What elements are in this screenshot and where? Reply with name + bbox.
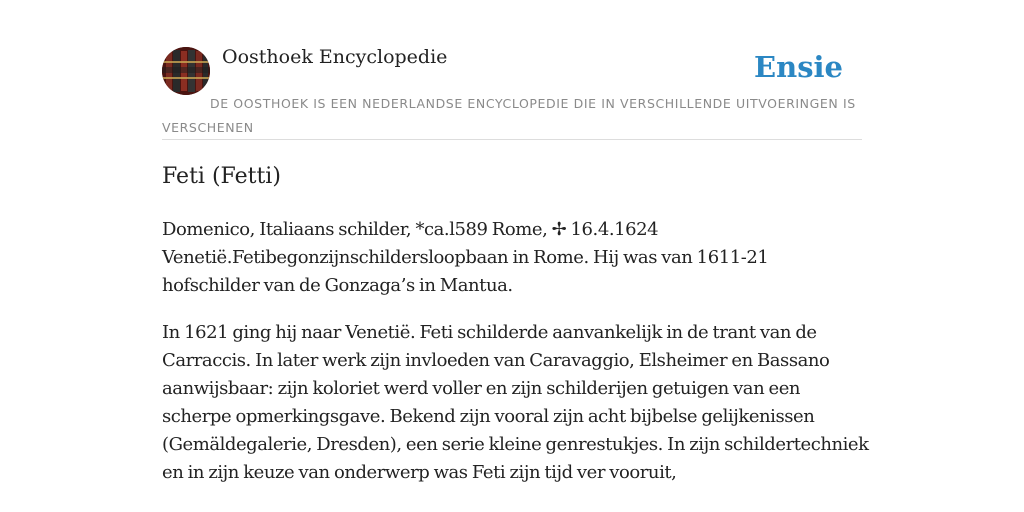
paragraph-line: en in zijn keuze van onderwerp was Feti zijn tijd ver vooruit, bbox=[162, 462, 677, 483]
paragraph-line: hofschilder van de Gonzaga’s in Mantua. bbox=[162, 275, 513, 296]
brand-logo[interactable]: Ensie bbox=[754, 50, 843, 84]
paragraph-line: Carraccis. In later werk zijn invloeden van Caravaggio, Elsheimer en Bassano bbox=[162, 350, 830, 371]
paragraph-line: Venetië.Fetibegonzijnschildersloopbaan in Rome. Hij was van 1611-21 bbox=[162, 247, 769, 268]
paragraph-line: Domenico, Italiaans schilder, *ca.l589 Rome, ✢ 16.4.1624 bbox=[162, 219, 659, 240]
avatar[interactable] bbox=[162, 47, 210, 95]
article-paragraph bbox=[162, 319, 869, 487]
article-paragraph bbox=[162, 216, 862, 300]
article-title: Feti (Fetti) bbox=[162, 164, 281, 189]
header-divider bbox=[162, 139, 862, 140]
book-spines-icon bbox=[162, 47, 210, 95]
paragraph-line: In 1621 ging hij naar Venetië. Feti schilderde aanvankelijk in de trant van de bbox=[162, 322, 817, 343]
paragraph-line: scherpe opmerkingsgave. Bekend zijn vooral zijn acht bijbelse gelijkenissen bbox=[162, 406, 815, 427]
site-tagline: DE OOSTHOEK IS EEN NEDERLANDSE ENCYCLOPEDIE DIE IN VERSCHILLENDE UITVOERINGEN IS VERSCHENEN bbox=[162, 96, 856, 135]
site-name[interactable]: Oosthoek Encyclopedie bbox=[222, 46, 448, 68]
paragraph-line: aanwijsbaar: zijn koloriet werd voller en zijn schilderijen getuigen van een bbox=[162, 378, 801, 399]
paragraph-line: (Gemäldegalerie, Dresden), een serie kleine genrestukjes. In zijn schildertechniek bbox=[162, 434, 869, 455]
